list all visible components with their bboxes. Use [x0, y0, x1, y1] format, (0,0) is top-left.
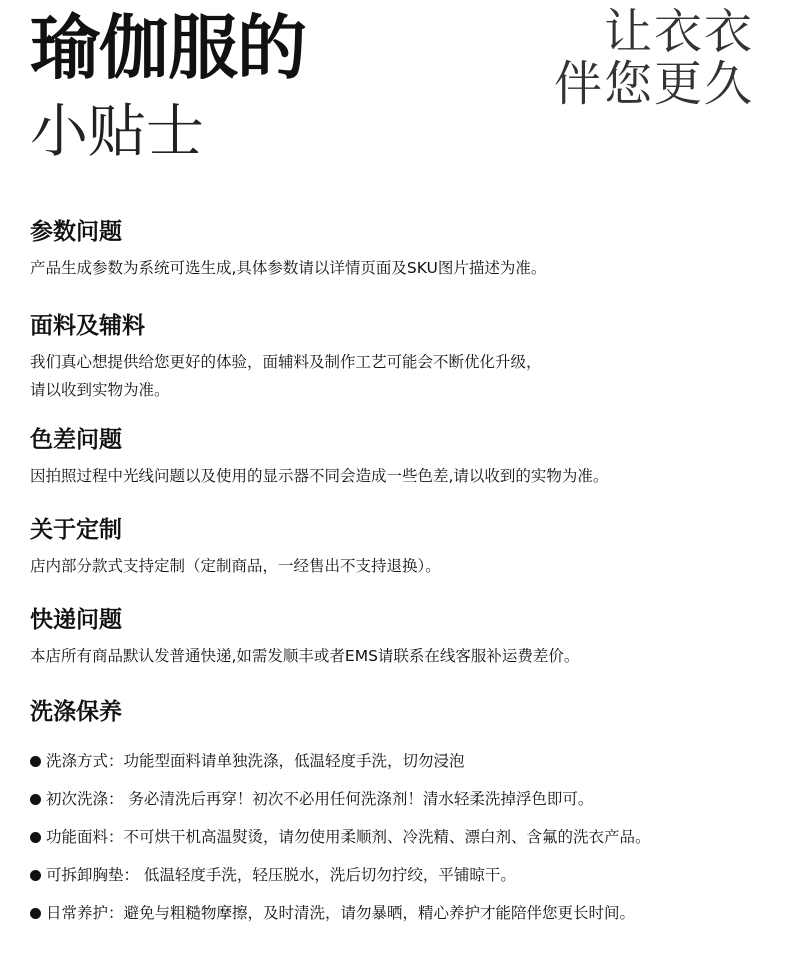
section-text-line: 我们真心想提供给您更好的体验，面辅料及制作工艺可能会不断优化升级，	[30, 353, 542, 371]
slogan-line-2: 伴您更久	[553, 56, 754, 112]
section-title: 参数问题	[30, 219, 122, 245]
section-title: 洗涤保养	[30, 699, 122, 725]
bullet-dot-icon	[30, 832, 41, 843]
slogan	[554, 6, 754, 110]
care-item	[30, 780, 770, 818]
care-item	[30, 856, 770, 894]
section-text-line: 店内部分款式支持定制（定制商品，一经售出不支持退换）。	[30, 557, 441, 575]
section-title: 关于定制	[30, 517, 122, 543]
bullet-dot-icon	[30, 756, 41, 767]
bullet-dot-icon	[30, 870, 41, 881]
section-text-line: 请以收到实物为准。	[30, 381, 170, 399]
care-item	[30, 894, 770, 932]
care-item-text: 洗涤方式：功能型面料请单独洗涤，低温轻度手洗，切勿浸泡	[46, 752, 465, 770]
section-parameters	[30, 216, 770, 282]
section-body	[30, 348, 770, 404]
header	[0, 0, 790, 200]
section-color-difference	[30, 424, 770, 490]
care-item-text: 可拆卸胸垫： 低温轻度手洗，轻压脱水，洗后切勿拧绞，平铺晾干。	[46, 866, 516, 884]
section-fabric	[30, 310, 770, 404]
section-body	[30, 642, 770, 670]
section-title: 快递问题	[30, 607, 122, 633]
care-item-text: 功能面料：不可烘干机高温熨烫，请勿使用柔顺剂、冷洗精、漂白剂、含氟的洗衣产品。	[46, 828, 651, 846]
tips-sections	[30, 212, 770, 932]
slogan-line-1: 让衣衣	[603, 4, 754, 60]
section-title: 面料及辅料	[30, 313, 145, 339]
care-list	[30, 742, 770, 932]
care-item-text: 日常养护：避免与粗糙物摩擦，及时清洗，请勿暴晒，精心养护才能陪伴您更长时间。	[46, 904, 636, 922]
section-title: 色差问题	[30, 427, 122, 453]
care-item	[30, 818, 770, 856]
page-title: 瑜伽服的	[30, 7, 306, 89]
section-body	[30, 462, 770, 490]
care-item	[30, 742, 770, 780]
section-body	[30, 254, 770, 282]
section-text-line: 产品生成参数为系统可选生成,具体参数请以详情页面及SKU图片描述为准。	[30, 259, 547, 277]
bullet-dot-icon	[30, 908, 41, 919]
section-care	[30, 696, 770, 932]
section-text-line: 本店所有商品默认发普通快递,如需发顺丰或者EMS请联系在线客服补运费差价。	[30, 647, 580, 665]
care-item-text: 初次洗涤： 务必清洗后再穿！初次不必用任何洗涤剂！清水轻柔洗掉浮色即可。	[46, 790, 594, 808]
bullet-dot-icon	[30, 794, 41, 805]
section-customization	[30, 514, 770, 580]
section-shipping	[30, 604, 770, 670]
page-subtitle: 小贴士	[30, 97, 205, 165]
section-text-line: 因拍照过程中光线问题以及使用的显示器不同会造成一些色差,请以收到的实物为准。	[30, 467, 609, 485]
section-body	[30, 552, 770, 580]
